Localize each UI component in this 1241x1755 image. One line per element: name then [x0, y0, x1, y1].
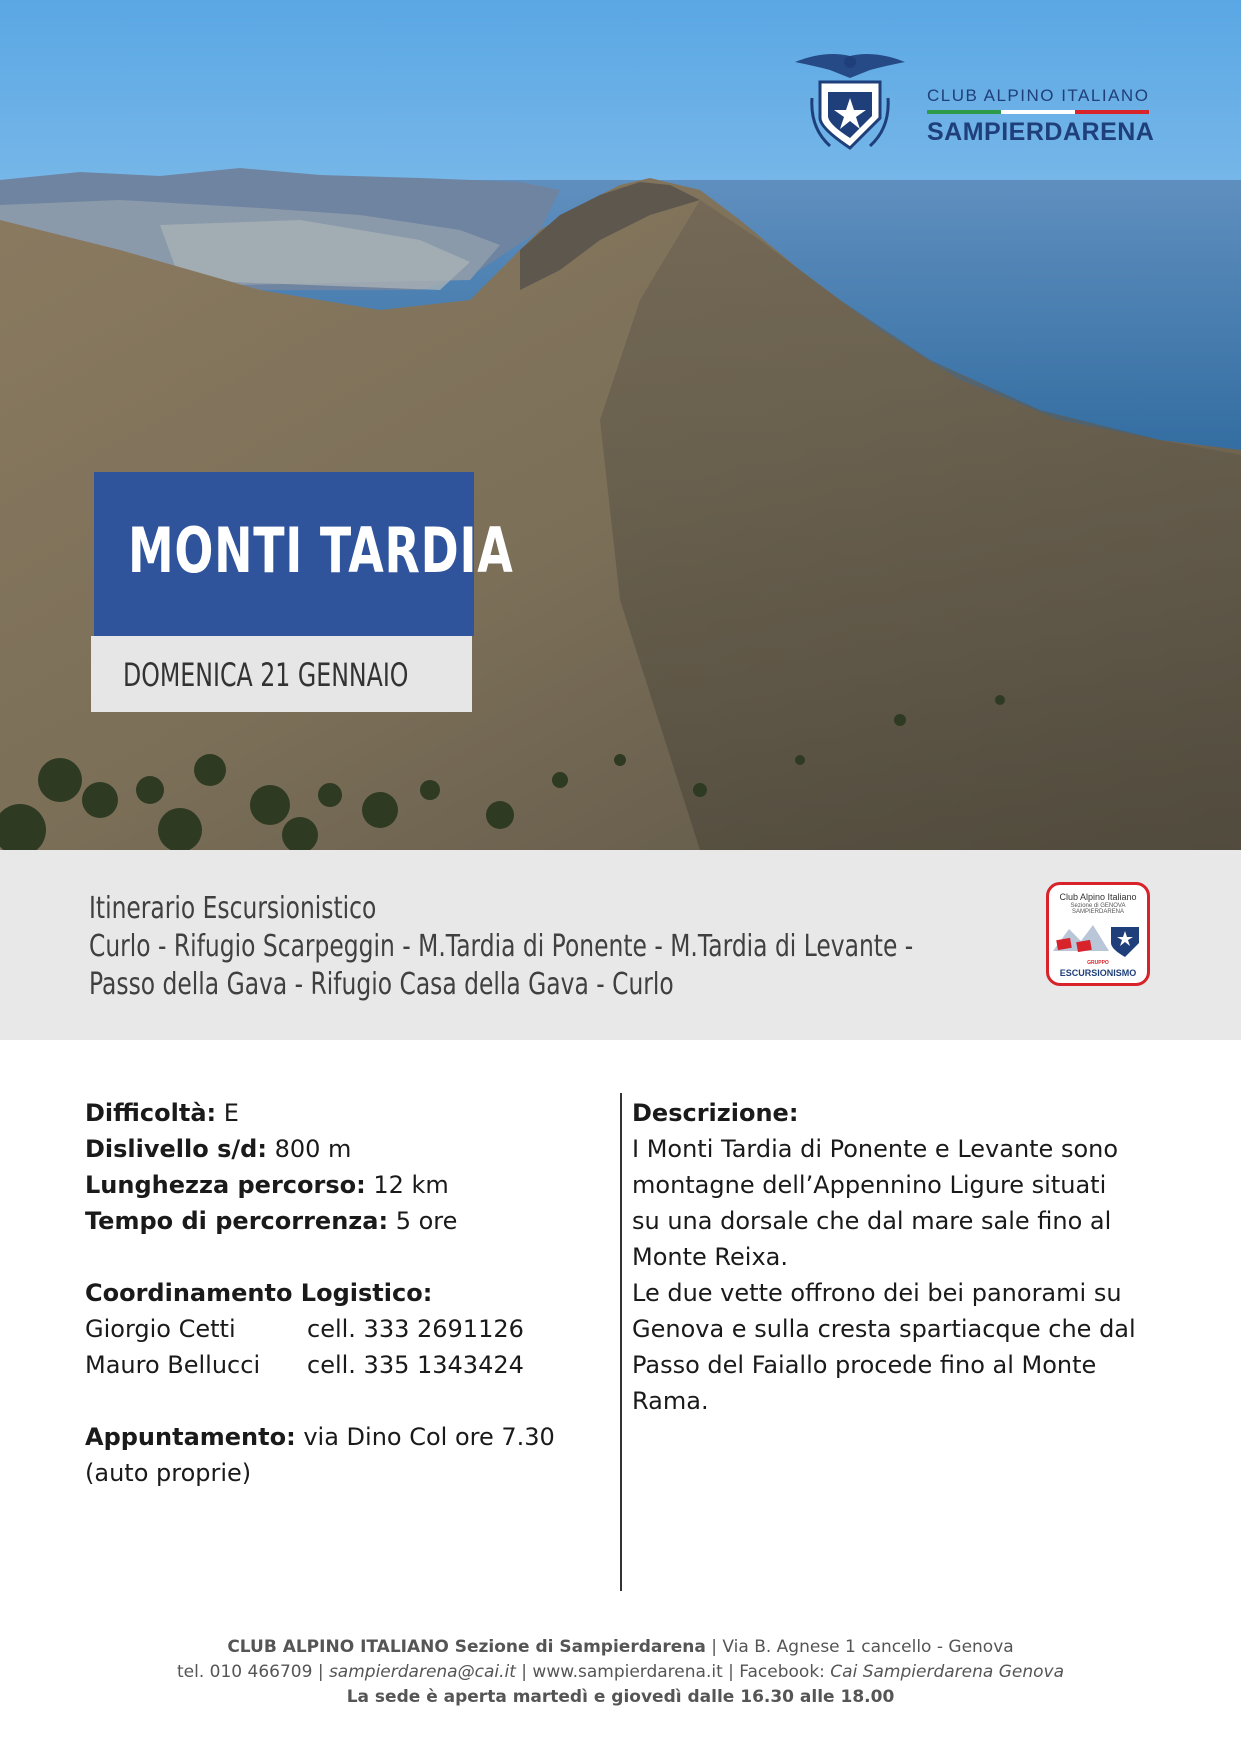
contact-name: Mauro Bellucci: [85, 1351, 261, 1379]
time-row: [85, 1203, 605, 1239]
logo-tricolor-rule: [927, 110, 1149, 114]
gruppo-escursionismo-badge: [1046, 882, 1150, 986]
footer-tel: tel. 010 466709 |: [177, 1662, 329, 1682]
badge-bottom-text: ESCURSIONISMO: [1059, 968, 1137, 978]
contact-phone[interactable]: cell. 335 1343424: [307, 1351, 524, 1379]
length-value: 12 km: [365, 1171, 449, 1199]
footer-hours: La sede è aperta martedì e giovedì dalle 16.30 alle 18.00: [346, 1687, 895, 1707]
footer: [0, 1635, 1241, 1710]
footer-line-1: [0, 1635, 1241, 1660]
badge-mountain-icon: [1049, 911, 1147, 961]
description-line: Le due vette offrono dei bei panorami su: [632, 1279, 1122, 1307]
badge-top-text: Club Alpino Italiano: [1059, 892, 1137, 902]
badge-gruppo-text: GRUPPO: [1087, 960, 1109, 966]
cai-sampierdarena-logo: [790, 48, 1155, 160]
footer-web[interactable]: | www.sampierdarena.it | Facebook:: [515, 1662, 831, 1682]
length-row: [85, 1167, 605, 1203]
difficulty-label: Difficoltà:: [85, 1099, 217, 1127]
difficulty-value: E: [216, 1099, 239, 1127]
itinerary-text: [89, 890, 913, 1004]
itinerary-heading: Itinerario Escursionistico: [89, 891, 377, 926]
itinerary-band: [0, 850, 1241, 1040]
meeting-note: (auto proprie): [85, 1459, 252, 1487]
logo-line-1: CLUB ALPINO ITALIANO: [927, 86, 1150, 105]
footer-facebook-link[interactable]: Cai Sampierdarena Genova: [830, 1662, 1064, 1682]
meeting-label: Appuntamento:: [85, 1423, 296, 1451]
length-label: Lunghezza percorso:: [85, 1171, 366, 1199]
column-divider: [620, 1093, 622, 1591]
meeting-row: [85, 1419, 605, 1455]
event-title-box: [94, 472, 514, 636]
description-line: Passo del Faiallo procede fino al Monte: [632, 1351, 1097, 1379]
logo-line-2: SAMPIERDARENA: [927, 118, 1155, 146]
event-title: MONTI TARDIA: [128, 514, 514, 587]
cai-eagle-emblem-icon: [790, 48, 910, 160]
itinerary-route-line-2: Passo della Gava - Rifugio Casa della Gava - Curlo: [89, 967, 674, 1002]
contact-phone[interactable]: cell. 333 2691126: [307, 1315, 524, 1343]
footer-email-link[interactable]: sampierdarena@cai.it: [328, 1662, 516, 1682]
description-line: Rama.: [632, 1387, 709, 1415]
difficulty-row: [85, 1095, 605, 1131]
description-line: Genova e sulla cresta spartiacque che dal: [632, 1315, 1136, 1343]
badge-subtitle-text: Sezione di GENOVA SAMPIERDARENA: [1070, 903, 1126, 915]
coordination-heading: Coordinamento Logistico:: [85, 1279, 433, 1307]
contact-row: [85, 1311, 605, 1347]
event-date: DOMENICA 21 GENNAIO: [123, 656, 409, 694]
description-line: su una dorsale che dal mare sale fino al: [632, 1207, 1112, 1235]
time-label: Tempo di percorrenza:: [85, 1207, 389, 1235]
time-value: 5 ore: [388, 1207, 458, 1235]
contact-name: Giorgio Cetti: [85, 1315, 236, 1343]
description-line: Monte Reixa.: [632, 1243, 788, 1271]
contact-row: [85, 1347, 605, 1383]
elevation-row: [85, 1131, 605, 1167]
description-line: montagne dell’Appennino Ligure situati: [632, 1171, 1107, 1199]
elevation-label: Dislivello s/d:: [85, 1135, 267, 1163]
footer-line-2: [0, 1660, 1241, 1685]
description-column: [632, 1095, 1152, 1419]
event-date-box: [91, 636, 472, 712]
itinerary-route-line-1: Curlo - Rifugio Scarpeggin - M.Tardia di Ponente - M.Tardia di Levante -: [89, 929, 914, 964]
meeting-value: via Dino Col ore 7.30: [295, 1423, 555, 1451]
details-column: [85, 1095, 605, 1491]
description-title: Descrizione:: [632, 1099, 799, 1127]
footer-address: | Via B. Agnese 1 cancello - Genova: [705, 1637, 1014, 1657]
description-line: I Monti Tardia di Ponente e Levante sono: [632, 1135, 1119, 1163]
footer-org: CLUB ALPINO ITALIANO Sezione di Sampierdarena: [227, 1637, 706, 1657]
elevation-value: 800 m: [266, 1135, 352, 1163]
